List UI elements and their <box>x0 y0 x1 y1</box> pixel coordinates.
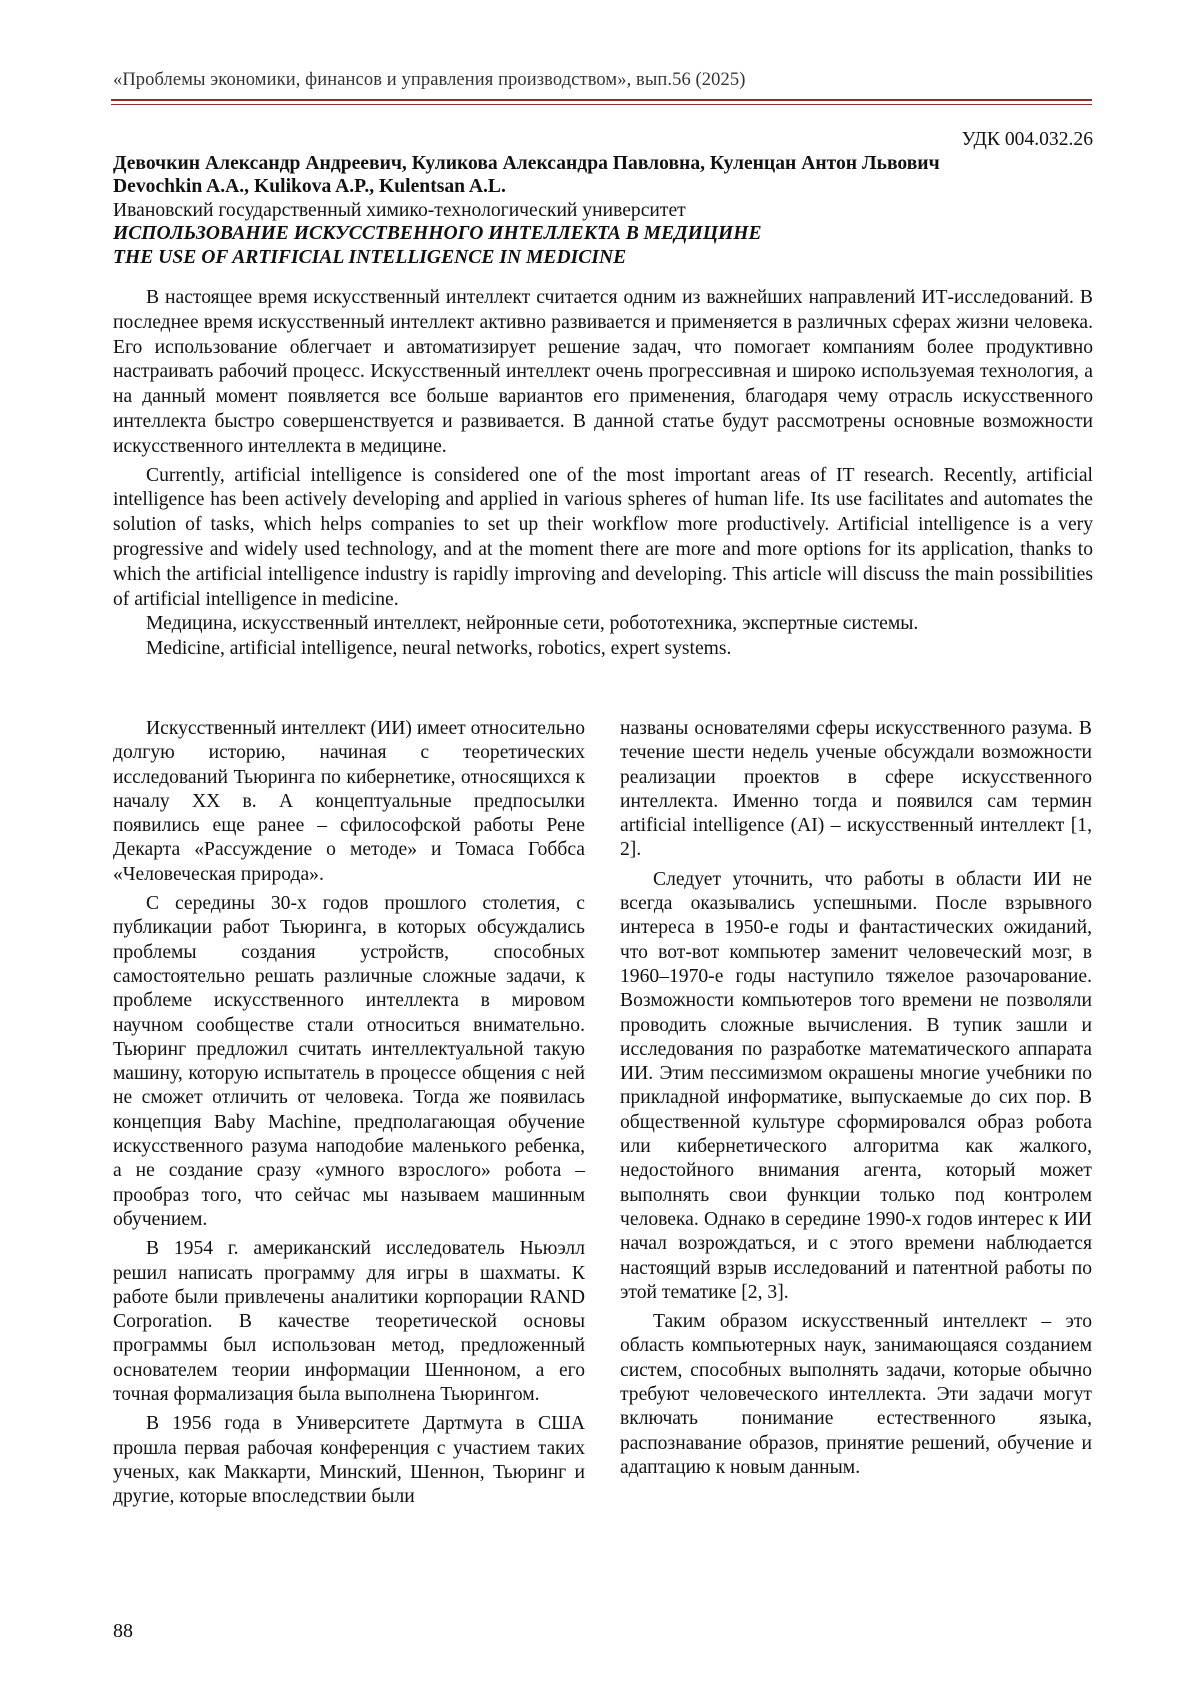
abstract-block <box>113 286 1093 662</box>
header-rule <box>111 99 1092 101</box>
udk-code: УДК 004.032.26 <box>961 129 1093 150</box>
keywords-russian: Медицина, искусственный интеллект, нейронные сети, робототехника, экспертные системы. <box>146 613 919 635</box>
body-paragraph: В 1954 г. американский исследователь Ньюэлл решил написать программу для игры в шахматы. К работе были привлечены аналитики корпорации RAND Corporation. В качестве теоретической основы программы был использован метод, предложенный основателем теории информации Шенноном, а его точная формализация была выполнена Тьюрингом. <box>113 1238 585 1406</box>
header-rule-thin <box>111 104 1092 105</box>
abstract-english: Currently, artificial intelligence is considered one of the most important areas of IT research. Recently, artificial intelligence has been actively developing and applied in various spheres of human life. Its use facilitates and automates the solution of tasks, which helps companies to set up their workflow more productively. Artificial intelligence is a very progressive and widely used technology, and at the moment there are more and more options for its application, thanks to which the artificial intelligence industry is rapidly improving and developing. This article will discuss the main possibilities of artificial intelligence in medicine. <box>113 464 1093 610</box>
body-paragraph-continued: названы основателями сферы искусственного разума. В течение шести недель ученые обсуждали возможности реализации проектов в сфере искусственного интеллекта. Именно тогда и появился сам термин artificial intelligence (AI) – искусственный интеллект [1, 2]. <box>620 718 1092 861</box>
abstract-russian: В настоящее время искусственный интеллект считается одним из важнейших направлений ИТ-исследований. В последнее время искусственный интеллект активно развивается и применяется в различных сферах жизни человека. Его использование облегчает и автоматизирует решение задач, что помогает компаниям более продуктивно настраивать рабочий процесс. Искусственный интеллект очень прогрессивная и широко используемая технология, а на данный момент появляется все больше вариантов его применения, благодаря чему отрасль искусственного интеллекта быстро совершенствуется и развивается. В данной статье будут рассмотрены основные возможности искусственного интеллекта в медицине. <box>113 287 1093 457</box>
body-paragraph: Следует уточнить, что работы в области ИИ не всегда оказывались успешными. После взрывного интереса в 1950-е годы и фантастических ожиданий, что вот-вот компьютер заменит человеческий мозг, в 1960–1970-е годы наступило тяжелое разочарование. Возможности компьютеров того времени не позволяли проводить сложные вычисления. В тупик зашли и исследования по разработке математического аппарата ИИ. Этим пессимизмом окрашены многие учебники по прикладной информатике, выпускаемые до сих пор. В общественной культуре сформировался образ робота или кибернетического алгоритма как жалкого, недостойного внимания агента, который может выполнять свои функции только под контролем человека. Однако в середине 1990-х годов интерес к ИИ начал возрождаться, и с этого времени наблюдается настоящий взрыв исследований и патентной работы по этой тематике [2, 3]. <box>620 868 1092 1303</box>
authors-russian: Девочкин Александр Андреевич, Куликова Александра Павловна, Куленцан Антон Львович <box>113 152 940 174</box>
body-paragraph: В 1956 года в Университете Дартмута в США прошла первая рабочая конференция с участием таких ученых, как Маккарти, Минский, Шеннон, Тьюринг и другие, которые впоследствии были <box>113 1413 585 1508</box>
title-english: THE USE OF ARTIFICIAL INTELLIGENCE IN MEDICINE <box>113 246 627 268</box>
authors-english: Devochkin A.A., Kulikova A.P., Kulentsan A.L. <box>113 176 506 198</box>
body-paragraph: С середины 30-х годов прошлого столетия, с публикации работ Тьюринга, в которых обсуждались проблемы создания устройств, способных самостоятельно решать различные сложные задачи, к проблеме искусственного интеллекта в мировом научном сообществе стали относиться внимательно. Тьюринг предложил считать интеллектуальной такую машину, которую испытатель в процессе общения с ней не сможет отличить от человека. Тогда же появилась концепция Baby Machine, предполагающая обучение искусственного разума наподобие маленького ребенка, а не создание сразу «умного взрослого» робота – прообраз того, что сейчас мы называем машинным обучением. <box>113 893 585 1230</box>
body-column-left <box>113 717 585 1515</box>
article-front-matter <box>113 128 1093 270</box>
journal-running-header: «Проблемы экономики, финансов и управления производством», вып.56 (2025) <box>113 70 746 90</box>
body-paragraph: Таким образом искусственный интеллект – это область компьютерных наук, занимающаяся созданием систем, способных выполнять задачи, которые обычно требуют человеческого интеллекта. Эти задачи могут включать понимание естественного языка, распознавание образов, принятие решений, обучение и адаптацию к новым данным. <box>620 1311 1092 1478</box>
affiliation: Ивановский государственный химико-технологический университет <box>113 199 686 221</box>
page-number: 88 <box>113 1620 133 1642</box>
keywords-english: Medicine, artificial intelligence, neural networks, robotics, expert systems. <box>146 638 732 660</box>
title-russian: ИСПОЛЬЗОВАНИЕ ИСКУССТВЕННОГО ИНТЕЛЛЕКТА В МЕДИЦИНЕ <box>113 223 762 245</box>
body-paragraph: Искусственный интеллект (ИИ) имеет относительно долгую историю, начиная с теоретических исследований Тьюринга по кибернетике, относящихся к началу XX в. А концептуальные предпосылки появились еще ранее – сфилософской работы Рене Декарта «Рассуждение о методе» и Томаса Гоббса «Человеческая природа». <box>113 718 585 885</box>
body-column-right <box>620 717 1092 1485</box>
